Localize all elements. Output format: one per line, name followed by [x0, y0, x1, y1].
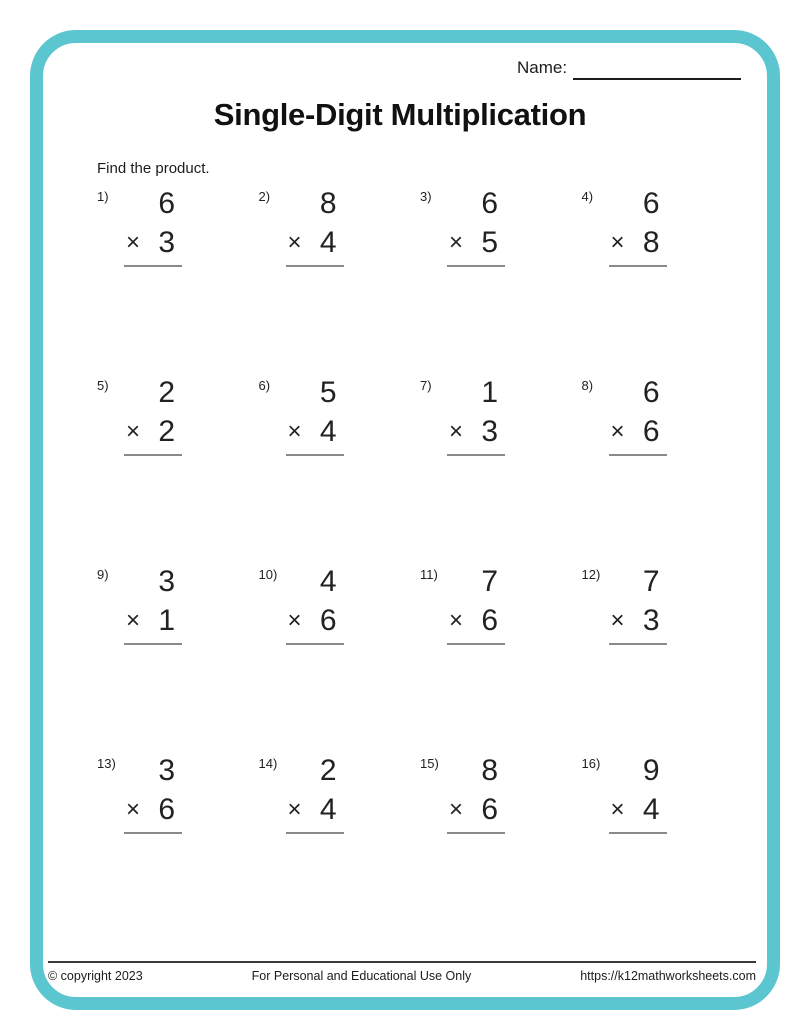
problems-grid	[97, 186, 747, 942]
multiplier: 3	[642, 604, 660, 637]
answer-line[interactable]	[609, 265, 667, 267]
times-sign: ×	[449, 229, 464, 256]
answer-line[interactable]	[286, 454, 344, 456]
problem-item-10	[259, 564, 421, 753]
times-sign: ×	[610, 418, 625, 445]
problem-item-1	[97, 186, 259, 375]
problem-item-15	[420, 753, 582, 942]
problem-stack	[447, 564, 505, 645]
answer-line[interactable]	[447, 832, 505, 834]
multiplier: 4	[319, 226, 337, 259]
times-sign: ×	[449, 418, 464, 445]
problem-stack	[124, 753, 182, 834]
problem-item-14	[259, 753, 421, 942]
site-url: https://k12mathworksheets.com	[580, 969, 756, 983]
usage-text: For Personal and Educational Use Only	[251, 969, 472, 983]
problem-number: 5)	[97, 378, 109, 393]
times-sign: ×	[287, 796, 302, 823]
problem-item-2	[259, 186, 421, 375]
problem-number: 4)	[581, 189, 594, 204]
answer-line[interactable]	[124, 832, 182, 834]
problem-item-6	[259, 375, 421, 564]
copyright-text: © copyright 2023	[48, 969, 143, 983]
answer-line[interactable]	[286, 265, 344, 267]
problem-stack	[286, 186, 344, 267]
name-label: Name:	[517, 58, 568, 77]
problem-number: 3)	[420, 189, 432, 204]
answer-line[interactable]	[609, 454, 667, 456]
times-sign: ×	[449, 607, 464, 634]
problem-item-8	[582, 375, 744, 564]
name-field	[517, 54, 741, 80]
problem-number: 8)	[581, 378, 594, 393]
multiplicand: 6	[642, 376, 660, 409]
problem-item-16	[582, 753, 744, 942]
multiplier: 1	[158, 604, 175, 637]
answer-line[interactable]	[124, 643, 182, 645]
multiplicand: 2	[319, 754, 337, 787]
problem-number: 2)	[258, 189, 271, 204]
problem-stack	[124, 186, 182, 267]
problem-stack	[609, 564, 667, 645]
problem-number: 15)	[420, 756, 439, 771]
multiplier: 6	[481, 604, 498, 637]
problem-number: 12)	[581, 567, 601, 582]
problem-number: 10)	[258, 567, 278, 582]
problem-stack	[286, 375, 344, 456]
problem-stack	[286, 564, 344, 645]
answer-line[interactable]	[447, 265, 505, 267]
multiplicand: 3	[158, 754, 175, 787]
times-sign: ×	[449, 796, 464, 823]
problem-number: 11)	[420, 567, 438, 582]
times-sign: ×	[126, 229, 141, 256]
multiplier: 6	[319, 604, 337, 637]
problem-stack	[286, 753, 344, 834]
times-sign: ×	[126, 418, 141, 445]
answer-line[interactable]	[286, 643, 344, 645]
problem-stack	[609, 375, 667, 456]
times-sign: ×	[287, 418, 302, 445]
times-sign: ×	[610, 607, 625, 634]
answer-line[interactable]	[609, 832, 667, 834]
multiplier: 8	[642, 226, 660, 259]
times-sign: ×	[126, 607, 141, 634]
page-footer	[48, 961, 756, 983]
multiplicand: 1	[481, 376, 498, 409]
answer-line[interactable]	[609, 643, 667, 645]
times-sign: ×	[610, 229, 625, 256]
multiplier: 4	[319, 415, 337, 448]
problem-number: 16)	[581, 756, 601, 771]
multiplicand: 9	[642, 754, 660, 787]
problem-number: 6)	[258, 378, 271, 393]
problem-stack	[447, 375, 505, 456]
problem-item-3	[420, 186, 582, 375]
name-write-in-line[interactable]	[573, 58, 741, 80]
answer-line[interactable]	[447, 454, 505, 456]
answer-line[interactable]	[447, 643, 505, 645]
multiplicand: 3	[158, 565, 175, 598]
answer-line[interactable]	[124, 265, 182, 267]
footer-divider	[48, 961, 756, 963]
problem-number: 7)	[420, 378, 432, 393]
problem-item-11	[420, 564, 582, 753]
multiplier: 6	[158, 793, 175, 826]
problem-item-9	[97, 564, 259, 753]
problem-item-7	[420, 375, 582, 564]
instruction-text: Find the product.	[97, 160, 210, 177]
multiplier: 2	[158, 415, 175, 448]
problem-item-12	[582, 564, 744, 753]
times-sign: ×	[287, 607, 302, 634]
problem-number: 1)	[97, 189, 109, 204]
problem-number: 14)	[258, 756, 278, 771]
answer-line[interactable]	[124, 454, 182, 456]
multiplier: 3	[481, 415, 498, 448]
times-sign: ×	[126, 796, 141, 823]
problem-stack	[447, 186, 505, 267]
answer-line[interactable]	[286, 832, 344, 834]
multiplicand: 7	[642, 565, 660, 598]
multiplier: 4	[642, 793, 660, 826]
multiplicand: 5	[319, 376, 337, 409]
multiplicand: 8	[319, 187, 337, 220]
problem-number: 9)	[97, 567, 109, 582]
multiplier: 6	[642, 415, 660, 448]
problem-number: 13)	[97, 756, 116, 771]
problem-item-5	[97, 375, 259, 564]
problem-item-4	[582, 186, 744, 375]
problem-stack	[447, 753, 505, 834]
problem-item-13	[97, 753, 259, 942]
problem-stack	[609, 753, 667, 834]
multiplier: 4	[319, 793, 337, 826]
problem-stack	[609, 186, 667, 267]
problem-stack	[124, 564, 182, 645]
multiplicand: 8	[481, 754, 498, 787]
multiplier: 5	[481, 226, 498, 259]
multiplicand: 4	[319, 565, 337, 598]
multiplicand: 7	[481, 565, 498, 598]
multiplicand: 6	[158, 187, 175, 220]
times-sign: ×	[610, 796, 625, 823]
multiplier: 3	[158, 226, 175, 259]
multiplicand: 6	[481, 187, 498, 220]
problem-stack	[124, 375, 182, 456]
times-sign: ×	[287, 229, 302, 256]
page-title: Single-Digit Multiplication	[213, 97, 587, 132]
multiplicand: 6	[642, 187, 660, 220]
multiplier: 6	[481, 793, 498, 826]
multiplicand: 2	[158, 376, 175, 409]
